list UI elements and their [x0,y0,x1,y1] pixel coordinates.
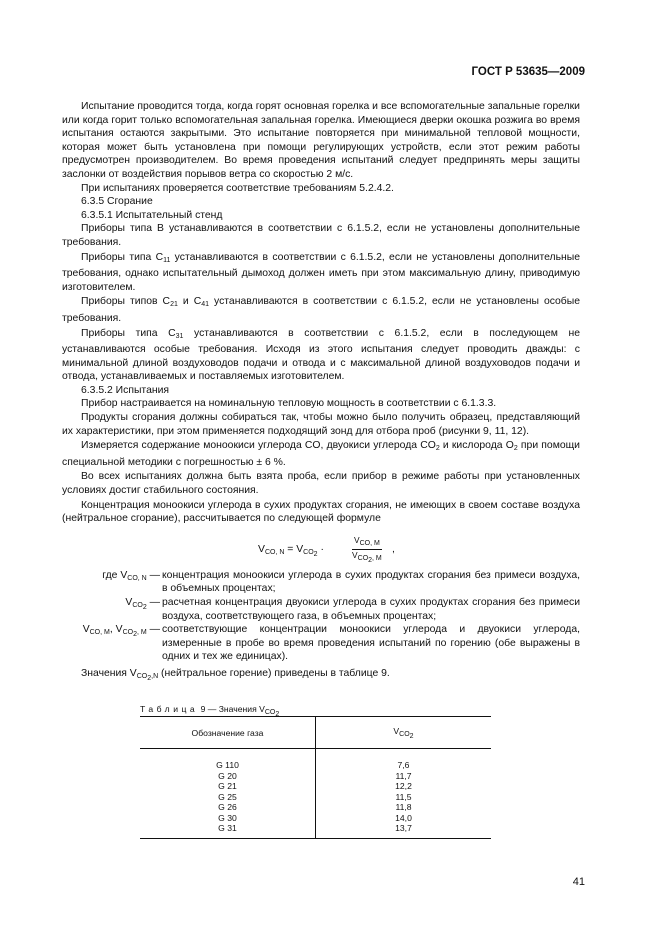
definition-item [62,623,580,664]
value-cell: 11,7 [395,770,412,781]
table-row [140,813,491,824]
section-heading-6-3-5-2: 6.3.5.2 Испытания [81,384,170,396]
gas-cell: G 110 [140,749,316,771]
gas-values-table [140,716,491,839]
paragraph: Прибор настраивается на номинальную тепловую мощность в соответствии с 6.1.3.3. [81,398,497,410]
formula [62,534,580,564]
section-heading-6-3-5: 6.3.5 Сгорание [81,196,153,208]
paragraph: Приборы типа В устанавливаются в соответствии с 6.1.5.2, если не установлены дополнительные требования. [62,223,580,248]
paragraph: Во всех испытаниях должна быть взята проба, если прибор в режиме работы при установленных условиях достиг стабильного состояния. [62,471,580,497]
column-header-gas: Обозначение газа [140,717,316,749]
paragraph: Значения $V_{CO_2,N}$ (нейтральное горение) приведены в таблице 9. [81,667,390,682]
paragraph: Продукты сгорания должны собираться так, чтобы можно было получить образец, представляющий их характеристики, при этом применяется подходящий зонд для отбора проб (рисунки 9, 11, 12). [62,412,580,437]
table-row [140,749,491,771]
paragraph: Приборы типов $C_{21}$ и $C_{41}$ устанавливаются в соответствии с 6.1.5.2, если не установлены особые требования. [62,296,581,324]
table-row [140,771,491,782]
paragraph: Испытание проводится тогда, когда горят основная горелка и все вспомогательные запальные горелки или когда горит только вспомогательная запальная горелка. Имеющиеся дверки окошка розжига во время испытания остаются закрытыми. Это испытание повторяется при минимальной тепловой мощности, которая может быть установлена при помощи регулирующих устройств, если этот режим работы предусмотрен производителем. Во время проведения испытаний следует предпринять меры защиты заслонки от воздействия порывов ветра со скоростью 2 м/с. [62,101,580,180]
paragraph: Приборы типа $C_{11}$ устанавливаются в соответствии с 6.1.5.2, если не установлены дополнительные требования, однако испытательный дымоход должен иметь при этом максимальную длину, приводимую изготовителем. [62,251,580,293]
gas-cell: G 31 [140,823,316,838]
definitions-list [62,569,580,664]
page-number: 41 [572,876,585,888]
table-header-row [140,717,491,749]
paragraph: Приборы типа $C_{31}$ устанавливаются в соответствии с 6.1.5.2, если в последующем не устанавливаются особые требования. Исходя из этого испытания следует проводить дважды: с минимальной длиной воздуховодов подачи и отвода и с максимальной длиной воздуховодов подачи и отвода, устанавливаемых и поставляемых изготовителем. [62,327,581,383]
definition-text: соответствующие концентрации моноокиси углерода и двуокиси углерода, измеренные в пробе во время проведения испытаний по горению (обе выражены в одних и тех же единицах). [162,624,580,663]
value-cell: 11,8 [395,802,412,812]
paragraph: При испытаниях проверяется соответствие требованиям 5.2.4.2. [81,182,394,194]
definition-term: $V_{CO_2}$ — [125,597,160,611]
gas-cell: G 30 [140,813,316,824]
definition-text: концентрация моноокиси углерода в сухих продуктах сгорания без примеси воздуха, в объемных процентах; [162,569,580,595]
gas-cell: G 21 [140,781,316,792]
document-body [62,100,580,686]
formula-comma: , [392,543,395,555]
column-header-vco2: $V_{CO_2}$ [316,717,492,749]
value-cell: 12,2 [395,781,412,791]
standard-header: ГОСТ Р 53635—2009 [471,66,585,78]
paragraph: Измеряется содержание моноокиси углерода CO, двуокиси углерода $CO_2$ и кислорода $O_2$ при помощи специальной методики с погрешностью ± 6 %. [62,440,580,468]
formula-fraction [352,535,382,566]
gas-cell: G 25 [140,792,316,803]
definition-term: $V_{CO, M}$, $V_{CO_2, M}$ — [82,624,160,639]
definition-term: где $V_{CO, N}$ — [102,569,160,582]
definition-item [62,569,580,596]
table-row [140,823,491,838]
formula-lhs: $V_{CO, N} = V_{CO_2}$ · [258,543,324,558]
value-cell: 14,0 [395,812,412,823]
value-cell: 7,6 [397,760,410,770]
value-cell: 11,5 [395,791,412,802]
gas-cell: G 26 [140,802,316,813]
definition-item [62,596,580,623]
fraction-denominator: $V_{CO_2, M}$ [352,549,382,564]
table-row [140,802,491,813]
paragraph: Концентрация моноокиси углерода в сухих продуктах сгорания, не имеющих в своем составе воздуха (нейтральное сгорание), рассчитывается по следующей формуле [62,499,580,525]
section-heading-6-3-5-1: 6.3.5.1 Испытательный стенд [81,209,223,221]
table-row [140,781,491,792]
table-caption: Таблица 9 — Значения $V_{CO_2}$ [140,704,280,718]
gas-cell: G 20 [140,771,316,782]
fraction-numerator: $V_{CO, M}$ [352,535,382,550]
value-cell: 13,7 [316,823,492,838]
definition-text: расчетная концентрация двуокиси углерода в сухих продуктах сгорания без примеси воздуха, соответствующего газа, в объемных процентах; [162,597,580,622]
table-row [140,792,491,803]
